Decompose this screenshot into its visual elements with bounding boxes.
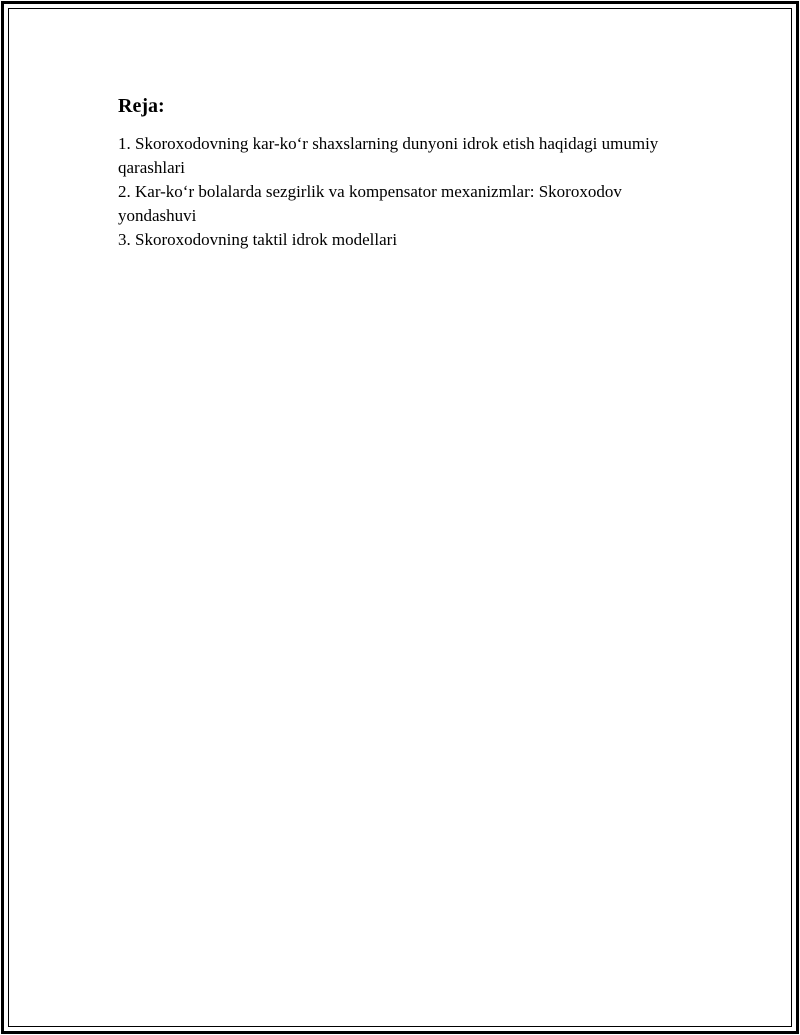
plan-heading: Reja: [118,95,165,117]
plan-list [118,132,688,252]
document-body [118,92,688,252]
plan-item-2: 2. Kar-ko‘r bolalarda sezgirlik va kompensator mexanizmlar: Skoroxodov yondashuvi [118,182,622,225]
plan-item-1: 1. Skoroxodovning kar-ko‘r shaxslarning dunyoni idrok etish haqidagi umumiy qarashlari [118,134,659,177]
plan-item-3: 3. Skoroxodovning taktil idrok modellari [118,230,398,249]
